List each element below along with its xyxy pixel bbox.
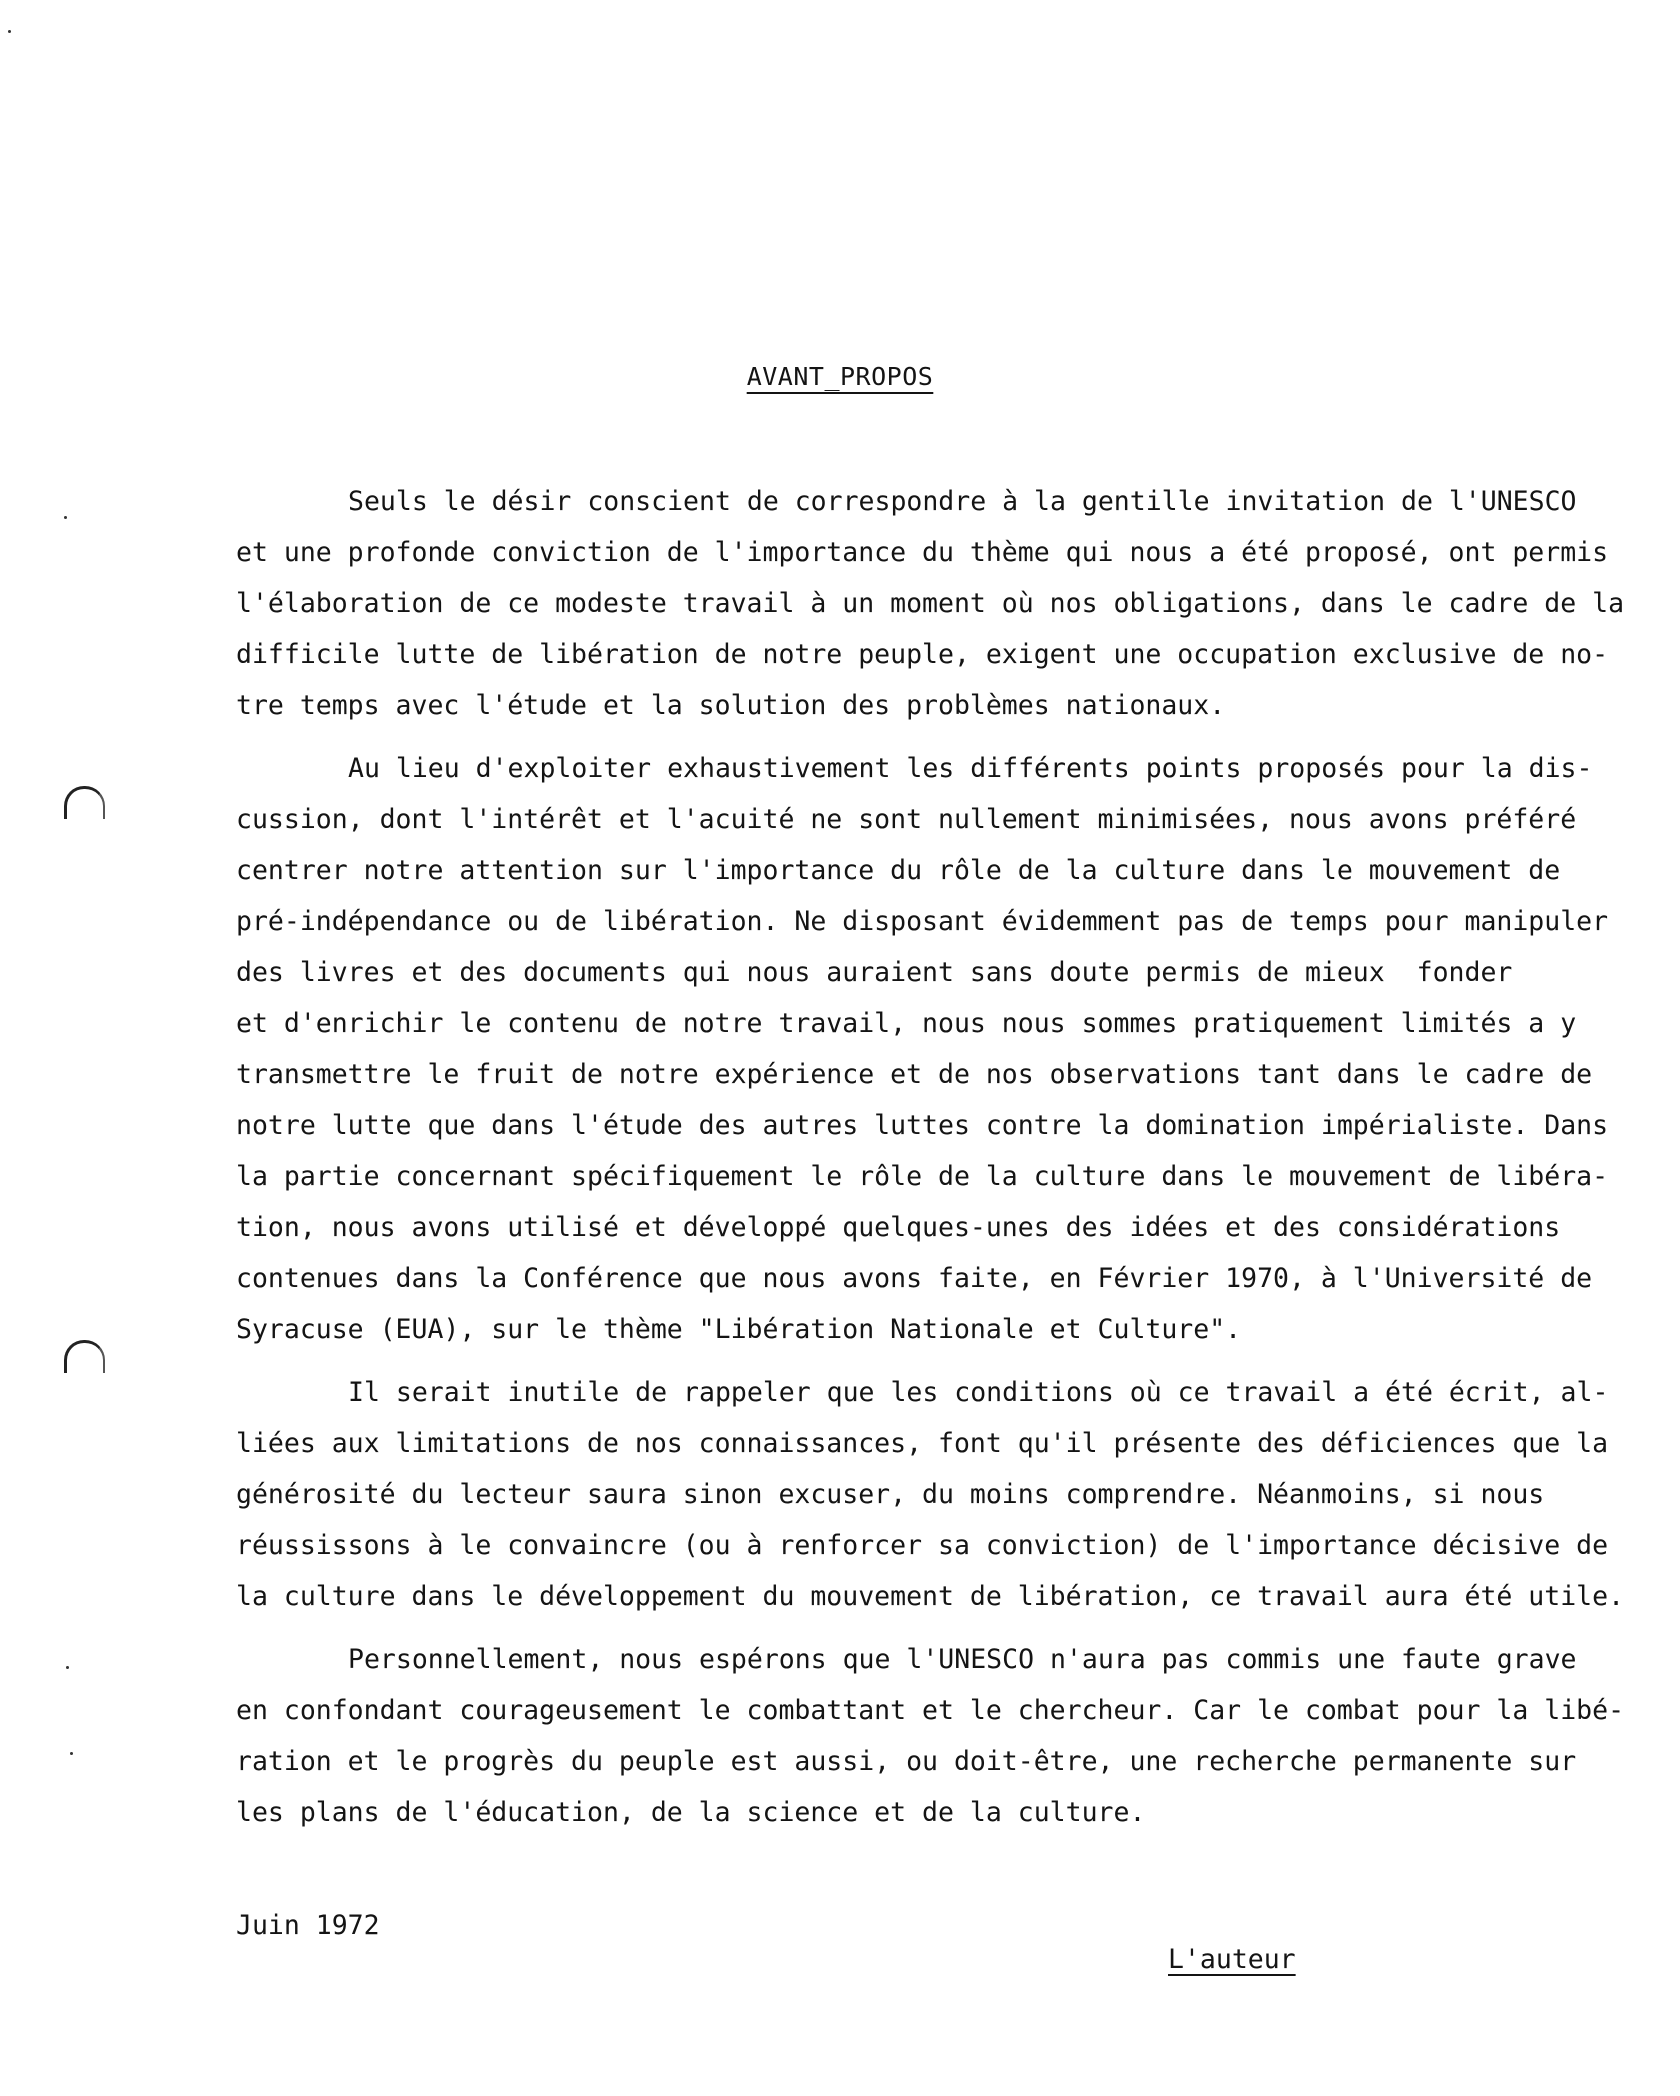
date-line: Juin 1972 bbox=[236, 1910, 380, 1941]
scan-speck bbox=[66, 1666, 69, 1669]
punch-hole-mark bbox=[64, 786, 105, 819]
text-line: Personnellement, nous espérons que l'UNESCO n'aura pas commis une faute grave bbox=[348, 1644, 1577, 1675]
text-line: contenues dans la Conférence que nous avons faite, en Février 1970, à l'Université de bbox=[236, 1263, 1593, 1294]
text-line: Syracuse (EUA), sur le thème "Libération Nationale et Culture". bbox=[236, 1314, 1242, 1345]
paragraph-gap bbox=[236, 1355, 1616, 1367]
signature: L'auteur bbox=[1168, 1944, 1296, 1975]
text-line: difficile lutte de libération de notre peuple, exigent une occupation exclusive de no- bbox=[236, 639, 1609, 670]
title-text: AVANT_PROPOS bbox=[746, 362, 934, 391]
scan-speck bbox=[8, 30, 11, 33]
text-line: la culture dans le développement du mouvement de libération, ce travail aura été utile. bbox=[236, 1581, 1625, 1612]
text-line: et d'enrichir le contenu de notre travail, nous nous sommes pratiquement limités a y bbox=[236, 1008, 1577, 1039]
scan-speck bbox=[64, 516, 67, 519]
paragraph-gap bbox=[236, 1622, 1616, 1634]
page-title bbox=[0, 362, 1680, 391]
text-line: liées aux limitations de nos connaissances, font qu'il présente des déficiences que la bbox=[236, 1428, 1609, 1459]
text-line: et une profonde conviction de l'importance du thème qui nous a été proposé, ont permis bbox=[236, 537, 1609, 568]
paragraph-2 bbox=[236, 743, 1616, 1355]
paragraph-4 bbox=[236, 1634, 1625, 1838]
text-line: des livres et des documents qui nous auraient sans doute permis de mieux fonder bbox=[236, 957, 1513, 988]
text-line: la partie concernant spécifiquement le rôle de la culture dans le mouvement de libéra- bbox=[236, 1161, 1609, 1192]
text-line: centrer notre attention sur l'importance du rôle de la culture dans le mouvement de bbox=[236, 855, 1561, 886]
text-line: tion, nous avons utilisé et développé quelques-unes des idées et des considérations bbox=[236, 1212, 1561, 1243]
text-line: ration et le progrès du peuple est aussi, ou doit-être, une recherche permanente sur bbox=[236, 1746, 1577, 1777]
text-line: en confondant courageusement le combattant et le chercheur. Car le combat pour la libé- bbox=[236, 1695, 1625, 1726]
text-line: générosité du lecteur saura sinon excuser, du moins comprendre. Néanmoins, si nous bbox=[236, 1479, 1545, 1510]
paragraph-gap bbox=[236, 731, 1616, 743]
text-line: tre temps avec l'étude et la solution des problèmes nationaux. bbox=[236, 690, 1226, 721]
text-line: transmettre le fruit de notre expérience et de nos observations tant dans le cadre de bbox=[236, 1059, 1593, 1090]
body-text bbox=[236, 476, 1625, 1838]
text-line: pré-indépendance ou de libération. Ne disposant évidemment pas de temps pour manipuler bbox=[236, 906, 1609, 937]
text-line: cussion, dont l'intérêt et l'acuité ne sont nullement minimisées, nous avons préféré bbox=[236, 804, 1577, 835]
text-line: les plans de l'éducation, de la science et de la culture. bbox=[236, 1797, 1146, 1828]
scan-speck bbox=[70, 1752, 73, 1755]
text-line: réussissons à le convaincre (ou à renforcer sa conviction) de l'importance décisive de bbox=[236, 1530, 1609, 1561]
punch-hole-mark bbox=[64, 1340, 105, 1373]
text-line: l'élaboration de ce modeste travail à un moment où nos obligations, dans le cadre de la bbox=[236, 588, 1625, 619]
paragraph-3 bbox=[236, 1367, 1625, 1622]
text-line: Il serait inutile de rappeler que les conditions où ce travail a été écrit, al- bbox=[348, 1377, 1609, 1408]
text-line: notre lutte que dans l'étude des autres luttes contre la domination impérialiste. Dans bbox=[236, 1110, 1609, 1141]
text-line: Seuls le désir conscient de correspondre à la gentille invitation de l'UNESCO bbox=[348, 486, 1577, 517]
paragraph-1 bbox=[236, 476, 1625, 731]
text-line: Au lieu d'exploiter exhaustivement les différents points proposés pour la dis- bbox=[348, 753, 1593, 784]
